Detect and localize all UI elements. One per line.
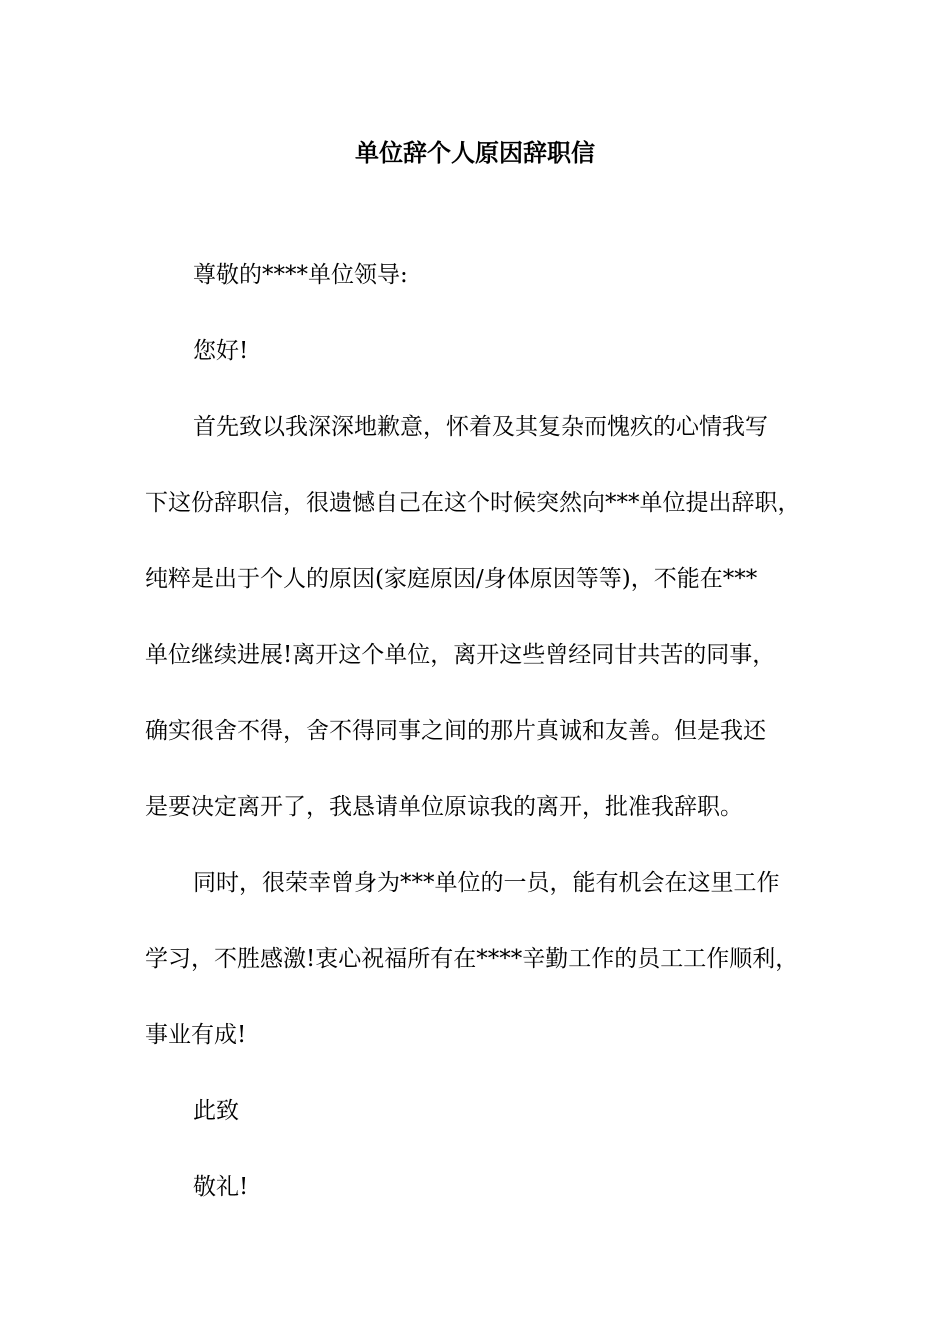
body-line-5: 确实很舍不得，舍不得同事之间的那片真诚和友善。但是我还: [145, 718, 766, 744]
body-line-1: 首先致以我深深地歉意，怀着及其复杂而愧疚的心情我写: [193, 414, 768, 440]
body-line-8: 学习，不胜感激!衷心祝福所有在****辛勤工作的员工工作顺利，: [145, 946, 799, 972]
body-line-7: 同时，很荣幸曾身为***单位的一员，能有机会在这里工作: [193, 870, 780, 896]
closing-line-1: 此致: [193, 1098, 239, 1124]
closing-line-2: 敬礼!: [193, 1174, 249, 1200]
body-line-2: 下这份辞职信，很遗憾自己在这个时候突然向***单位提出辞职，: [145, 490, 801, 516]
body-line-6: 是要决定离开了，我恳请单位原谅我的离开，批准我辞职。: [145, 794, 743, 820]
greeting-line: 您好!: [193, 338, 249, 364]
body-line-4: 单位继续进展!离开这个单位，离开这些曾经同甘共苦的同事，: [145, 642, 776, 668]
salutation-line: 尊敬的****单位领导:: [193, 262, 408, 288]
body-line-9: 事业有成!: [145, 1022, 247, 1048]
body-line-3: 纯粹是出于个人的原因(家庭原因/身体原因等等)，不能在***: [145, 566, 758, 592]
letter-body: [145, 250, 825, 1238]
document-title: 单位辞个人原因辞职信: [355, 139, 595, 167]
